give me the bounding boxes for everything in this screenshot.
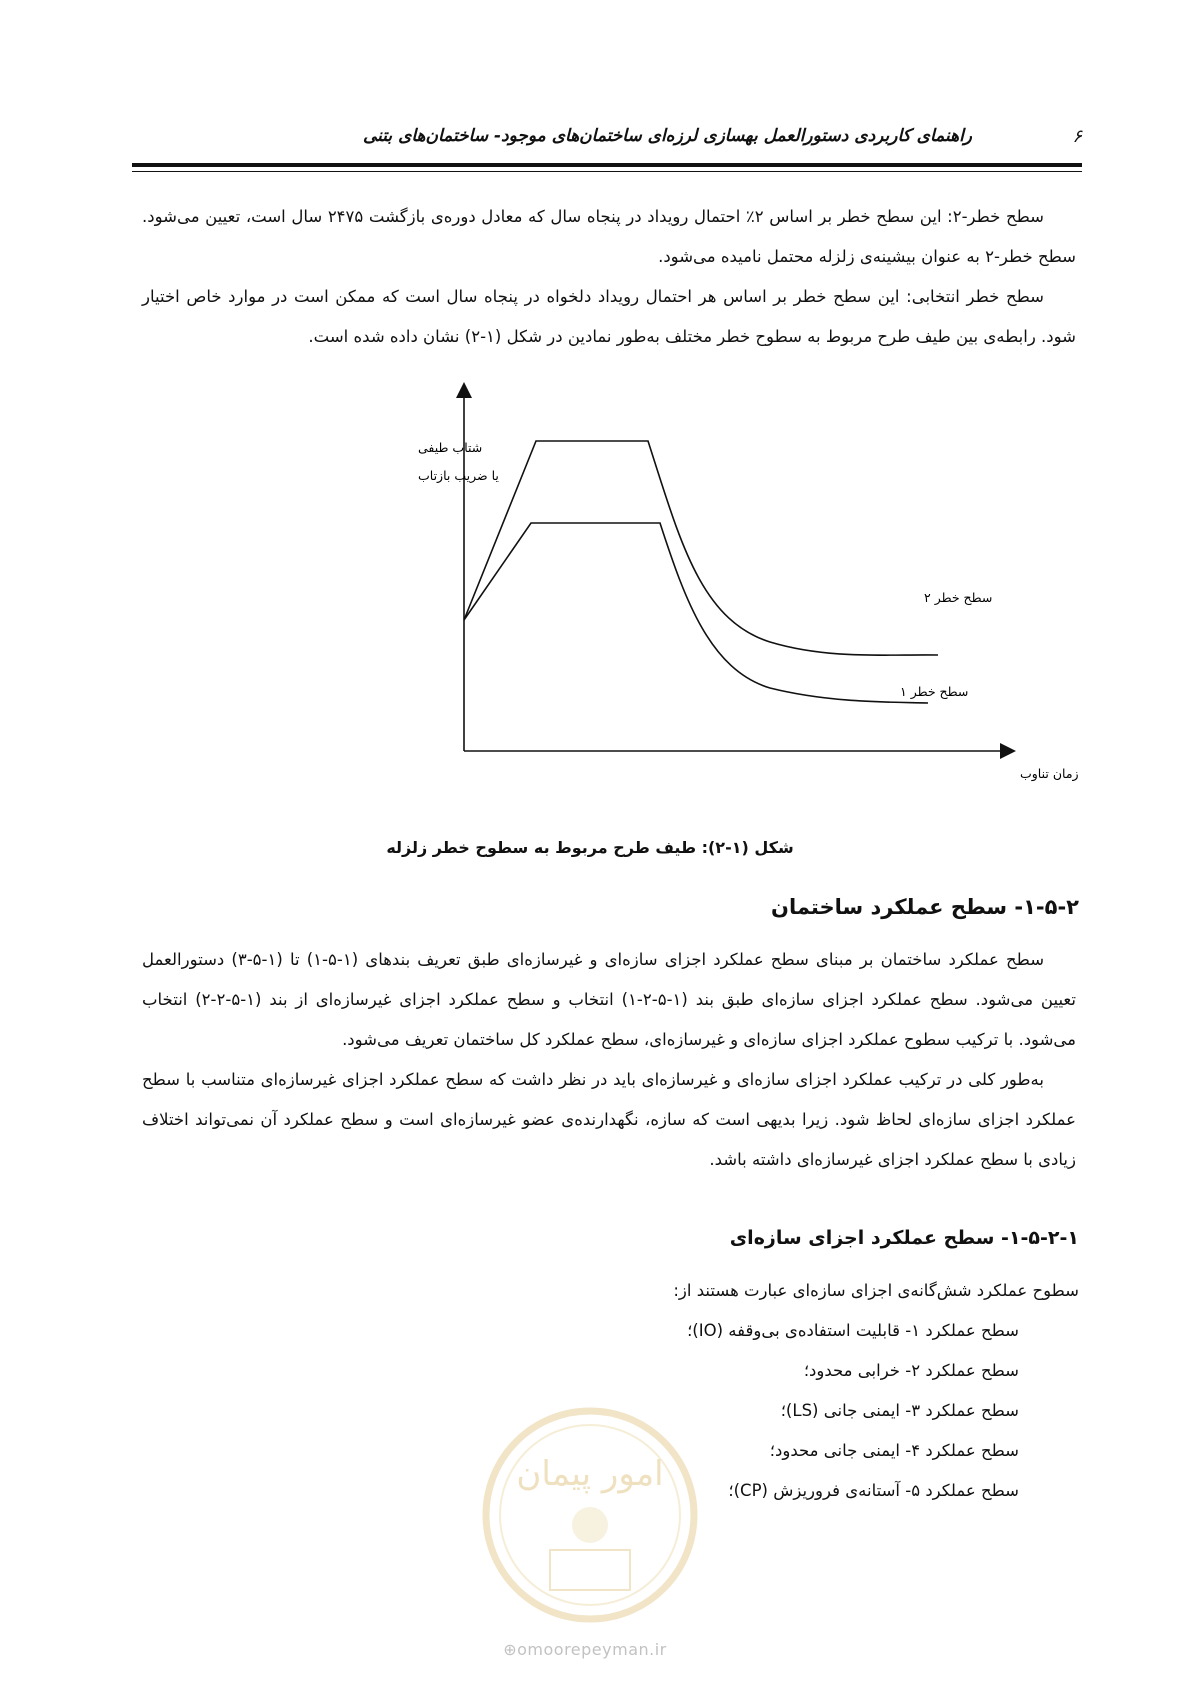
intro-paragraph-2: سطح خطر انتخابی: این سطح خطر بر اساس هر احتمال رویداد دلخواه در پنجاه سال است که ممکن است در موارد خاص اختیار شود. رابطه‌ی بین طیف طرح مربوط به سطوح خطر مختلف به‌طور نمادین در شکل (۱-۲) نشان داده شده است. bbox=[142, 287, 1076, 346]
subsection-heading: ۱-۵-۲-۱- سطح عملکرد اجزای سازه‌ای bbox=[729, 1227, 1079, 1249]
watermark-seal bbox=[480, 1400, 700, 1630]
structural-performance-list bbox=[673, 1271, 1079, 1511]
section-paragraph-2: به‌طور کلی در ترکیب عملکرد اجزای سازه‌ای و غیرسازه‌ای باید در نظر داشت که سطح عملکرد اجزای غیرسازه‌ای متناسب با سطح عملکرد اجزای سازه‌ای لحاظ شود. زیرا بدیهی است که سازه، نگهدارنده‌ی عضو غیرسازه‌ای است و سطح عملکرد آن نمی‌تواند اختلاف زیادی با سطح عملکرد اجزای غیرسازه‌ای داشته باشد. bbox=[142, 1070, 1076, 1169]
curve-label-hazard-1: سطح خطر ۱ bbox=[900, 684, 969, 699]
figure-caption: شکل (۱-۲): طیف طرح مربوط به سطوح خطر زلزله bbox=[386, 838, 794, 857]
list-item: سطح عملکرد ۲- خرابی محدود؛ bbox=[803, 1361, 1019, 1380]
globe-icon: ⊕ bbox=[503, 1640, 518, 1659]
curve-label-hazard-2: سطح خطر ۲ bbox=[924, 590, 993, 605]
section-paragraph-1: سطح عملکرد ساختمان بر مبنای سطح عملکرد اجزای سازه‌ای و غیرسازه‌ای طبق تعریف بندهای (۱-۵-۱) تا (۱-۵-۳) دستورالعمل تعیین می‌شود. سطح عملکرد اجزای سازه‌ای طبق بند (۱-۵-۲-۱) انتخاب و سطح عملکرد اجزای غیرسازه‌ای از بند (۱-۵-۲-۲) انتخاب می‌شود. با ترکیب سطوح عملکرد اجزای سازه‌ای و غیرسازه‌ای، سطح عملکرد کل ساختمان تعریف می‌شود. bbox=[142, 950, 1076, 1049]
y-axis-label-line2: یا ضریب بازتاب bbox=[418, 468, 499, 483]
intro-paragraph-1: سطح خطر-۲: این سطح خطر بر اساس ۲٪ احتمال رویداد در پنجاه سال که معادل دوره‌ی بازگشت ۲۴۷۵ سال است، تعیین می‌شود. سطح خطر-۲ به عنوان بیشینه‌ی زلزله محتمل نامیده می‌شود. bbox=[142, 207, 1076, 266]
x-axis-label: زمان تناوب bbox=[1020, 766, 1079, 781]
hazard-level-2-curve bbox=[464, 441, 938, 655]
list-item: سطح عملکرد ۴- ایمنی جانی محدود؛ bbox=[769, 1441, 1019, 1460]
page-header bbox=[132, 122, 1082, 150]
header-title: راهنمای کاربردی دستورالعمل بهسازی لرزه‌ای ساختمان‌های موجود- ساختمان‌های بتنی bbox=[362, 126, 972, 146]
hazard-level-1-curve bbox=[464, 523, 928, 703]
watermark-url: ⊕omoorepeyman.ir bbox=[503, 1640, 667, 1659]
y-axis-label-line1: شتاب طیفی bbox=[418, 440, 483, 455]
section-heading: ۱-۵-۲- سطح عملکرد ساختمان bbox=[771, 895, 1079, 919]
page-number: ۶ bbox=[1072, 126, 1082, 147]
list-item: سطح عملکرد ۱- قابلیت استفاده‌ی بی‌وقفه (IO)؛ bbox=[687, 1321, 1019, 1340]
list-intro: سطوح عملکرد شش‌گانه‌ی اجزای سازه‌ای عبارت هستند از: bbox=[673, 1281, 1079, 1300]
watermark-seal-text: امور پیمان bbox=[516, 1454, 664, 1494]
list-item: سطح عملکرد ۵- آستانه‌ی فروریزش (CP)؛ bbox=[728, 1481, 1019, 1500]
spectrum-figure bbox=[330, 380, 1079, 820]
header-rule-thick bbox=[132, 163, 1082, 167]
header-rule-thin bbox=[132, 171, 1082, 172]
list-item: سطح عملکرد ۳- ایمنی جانی (LS)؛ bbox=[780, 1401, 1019, 1420]
